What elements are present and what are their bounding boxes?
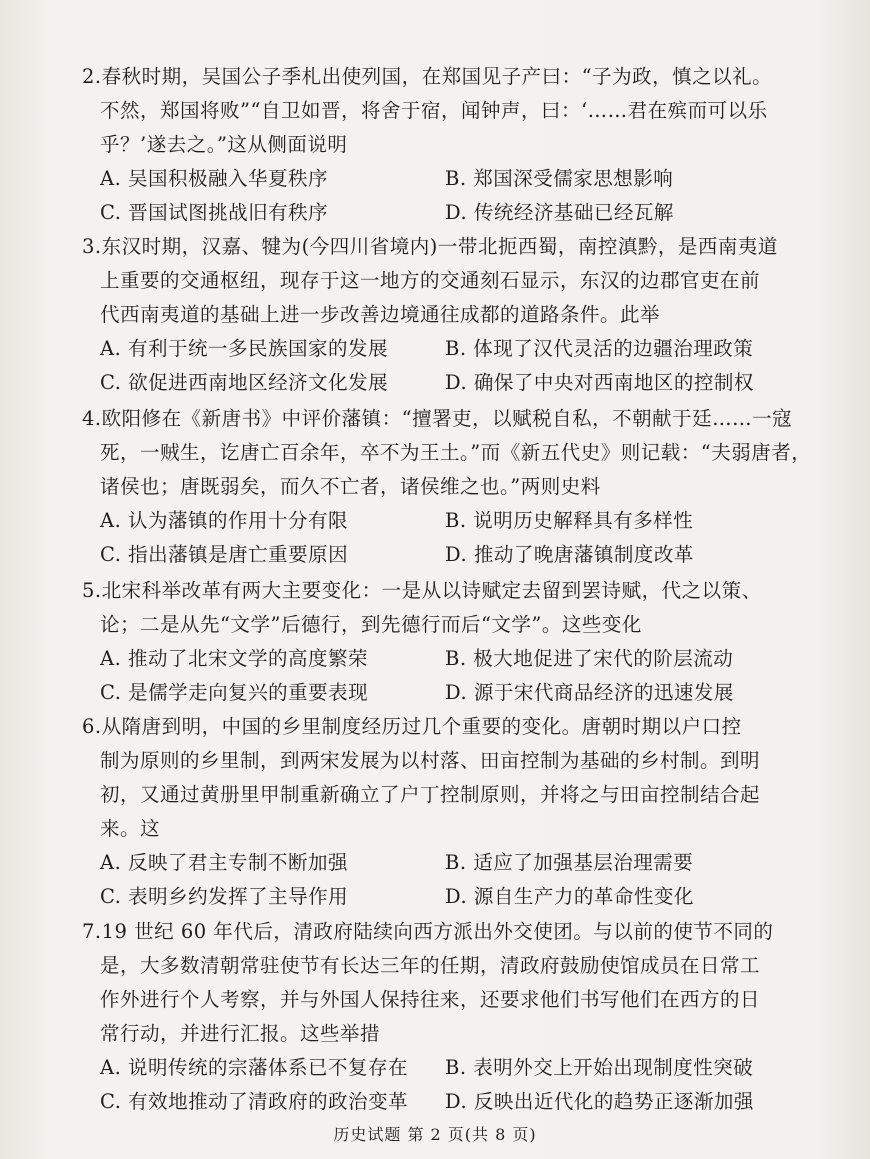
option-row	[100, 846, 800, 880]
page-footer: 历史试题 第 2 页(共 8 页)	[333, 1125, 537, 1144]
question-2	[82, 60, 800, 230]
stem-line: 初，又通过黄册里甲制重新确立了户丁控制原则，并将之与田亩控制结合起	[100, 783, 761, 806]
option-a: A. 认为藩镇的作用十分有限	[100, 509, 348, 532]
option-d: D. 源于宋代商品经济的迅速发展	[445, 681, 734, 704]
stem-line: 常行动，并进行汇报。这些举措	[100, 1022, 381, 1045]
answer-options	[100, 642, 800, 710]
stem-line: 4.欧阳修在《新唐书》中评价藩镇：“擅署吏，以赋税自私，不朝献于廷……一寇	[82, 407, 793, 430]
option-d: D. 推动了晚唐藩镇制度改革	[445, 543, 694, 566]
answer-options	[100, 846, 800, 914]
option-row	[100, 504, 800, 538]
stem-line: 乎？’遂去之。”这从侧面说明	[100, 133, 348, 156]
option-row	[100, 642, 800, 676]
option-b: B. 表明外交上开始出现制度性突破	[445, 1056, 754, 1079]
option-row	[100, 1051, 800, 1085]
option-d: D. 反映出近代化的趋势正逐渐加强	[445, 1090, 754, 1113]
stem-line: 来。这	[100, 817, 161, 840]
option-b: B. 说明历史解释具有多样性	[445, 509, 694, 532]
stem-line: 制为原则的乡里制，到两宋发展为以村落、田亩控制为基础的乡村制。到明	[100, 749, 761, 772]
answer-options	[100, 162, 800, 230]
question-7	[82, 915, 800, 1119]
question-stem	[82, 574, 800, 642]
option-b: B. 郑国深受儒家思想影响	[445, 167, 674, 190]
stem-line: 3.东汉时期，汉嘉、犍为(今四川省境内)一带北扼西蜀，南控滇黔，是西南夷道	[82, 235, 778, 258]
stem-line: 6.从隋唐到明，中国的乡里制度经历过几个重要的变化。唐朝时期以户口控	[82, 715, 742, 738]
question-stem	[82, 402, 812, 504]
option-row	[100, 366, 800, 400]
option-a: A. 反映了君主专制不断加强	[100, 851, 348, 874]
option-c: C. 是儒学走向复兴的重要表现	[100, 681, 369, 704]
option-d: D. 源自生产力的革命性变化	[445, 885, 694, 908]
option-a: A. 说明传统的宗藩体系已不复存在	[100, 1056, 408, 1079]
answer-options	[100, 332, 800, 400]
question-6	[82, 710, 800, 914]
option-a: A. 有利于统一多民族国家的发展	[100, 337, 388, 360]
stem-line: 7.19 世纪 60 年代后，清政府陆续向西方派出外交使团。与以前的使节不同的	[82, 920, 774, 943]
option-row	[100, 1085, 800, 1119]
stem-line: 代西南夷道的基础上进一步改善边境通往成都的道路条件。此举	[100, 303, 661, 326]
stem-line: 是，大多数清朝常驻使节有长达三年的任期，清政府鼓励使馆成员在日常工	[100, 954, 761, 977]
option-d: D. 传统经济基础已经瓦解	[445, 201, 674, 224]
question-5	[82, 574, 800, 710]
option-a: A. 推动了北宋文学的高度繁荣	[100, 647, 368, 670]
question-stem	[82, 710, 800, 846]
answer-options	[100, 1051, 800, 1119]
option-row	[100, 332, 800, 366]
option-c: C. 有效地推动了清政府的政治变革	[100, 1090, 409, 1113]
stem-line: 5.北宋科举改革有两大主要变化：一是从以诗赋定去留到罢诗赋，代之以策、	[82, 579, 762, 602]
option-b: B. 体现了汉代灵活的边疆治理政策	[445, 337, 754, 360]
stem-line: 论；二是从先“文学”后德行，到先德行而后“文学”。这些变化	[100, 613, 642, 636]
question-3	[82, 230, 800, 400]
option-b: B. 适应了加强基层治理需要	[445, 851, 694, 874]
question-stem	[82, 230, 800, 332]
stem-line: 诸侯也；唐既弱矣，而久不亡者，诸侯维之也。”两则史料	[100, 475, 601, 498]
option-row	[100, 162, 800, 196]
answer-options	[100, 504, 800, 572]
option-row	[100, 880, 800, 914]
option-d: D. 确保了中央对西南地区的控制权	[445, 371, 754, 394]
stem-line: 2.春秋时期，吴国公子季札出使列国，在郑国见子产曰：“子为政，慎之以礼。	[82, 65, 773, 88]
option-c: C. 指出藩镇是唐亡重要原因	[100, 543, 349, 566]
option-a: A. 吴国积极融入华夏秩序	[100, 167, 328, 190]
stem-line: 上重要的交通枢纽，现存于这一地方的交通刻石显示，东汉的边郡官吏在前	[100, 269, 761, 292]
option-row	[100, 196, 800, 230]
stem-line: 作外进行个人考察，并与外国人保持往来，还要求他们书写他们在西方的日	[100, 988, 761, 1011]
option-b: B. 极大地促进了宋代的阶层流动	[445, 647, 734, 670]
option-c: C. 晋国试图挑战旧有秩序	[100, 201, 329, 224]
question-4	[82, 402, 812, 572]
option-row	[100, 538, 800, 572]
option-c: C. 表明乡约发挥了主导作用	[100, 885, 349, 908]
question-stem	[82, 915, 800, 1051]
question-stem	[82, 60, 800, 162]
option-c: C. 欲促进西南地区经济文化发展	[100, 371, 389, 394]
stem-line: 不然，郑国将败”“自卫如晋，将舍于宿，闻钟声，曰：‘……君在殡而可以乐	[100, 99, 768, 122]
stem-line: 死，一贼生，讫唐亡百余年，卒不为王土。”而《新五代史》则记载：“夫弱唐者，	[100, 441, 812, 464]
option-row	[100, 676, 800, 710]
